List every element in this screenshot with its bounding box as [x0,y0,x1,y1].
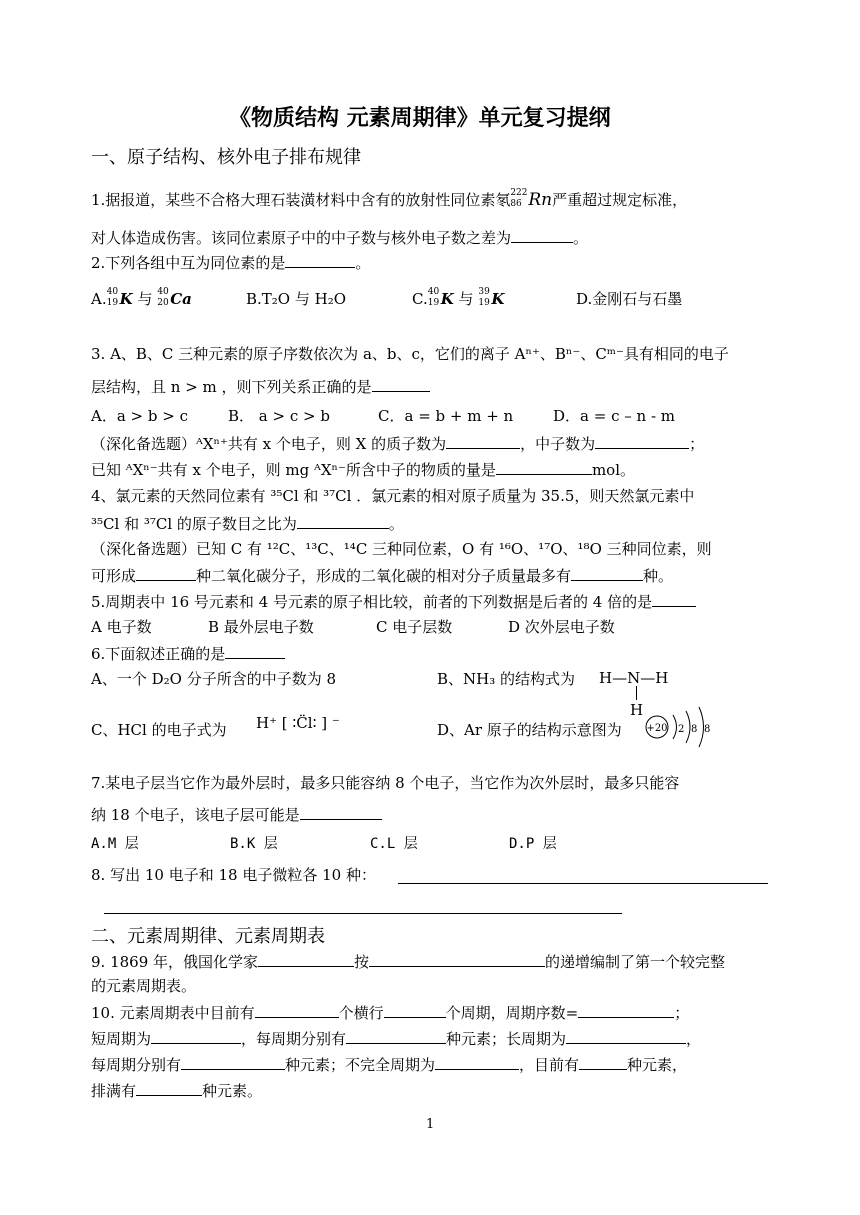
shell-arc-1 [673,715,677,739]
question-4-extension-line2: 可形成 种二氧化碳分子，形成的二氧化碳的相对分子质量最多有 种。 [91,567,674,585]
hcl-electron-formula: H⁺ [ ∶C̈l∶ ] ⁻ [256,714,340,732]
answer-blank[interactable] [578,1003,674,1018]
question-3-line1: 3. A、B、C 三种元素的原子序数依次为 a、b、c，它们的离子 Aⁿ⁺、Bⁿ⁻、Cᵐ⁻具有相同的电子 [91,345,729,363]
ar-atom-structure-diagram [644,705,714,749]
question-1-line2: 对人体造成伤害。该同位素原子中的中子数与核外电子数之差为 。 [91,229,589,247]
question-10-line3: 每周期分别有 种元素；不完全周期为 ，目前有 种元素， [91,1056,688,1074]
answer-blank[interactable] [496,460,592,475]
shell-electrons-2: 8 [691,724,698,735]
answer-blank[interactable] [255,1003,339,1018]
question-7-line2: 纳 18 个电子，该电子层可能是 [91,805,382,825]
answer-blank[interactable] [372,377,430,392]
nh3-vertical-bond [636,686,637,700]
shell-arc-3 [699,707,704,747]
nh3-structural-formula: H—N—H [599,669,669,687]
question-7-option-d: D.P 层 [509,836,557,852]
answer-blank[interactable] [435,1055,519,1070]
answer-blank[interactable] [181,1055,285,1070]
question-6-option-a: A、一个 D₂O 分子所含的中子数为 8 [91,670,337,688]
question-5-option-b: B 最外层电子数 [208,618,314,636]
question-2-option-d: D.金刚石与石墨 [576,290,683,308]
answer-blank[interactable] [384,1003,446,1018]
answer-blank[interactable] [566,1029,686,1044]
question-1-line1: 1.据报道，某些不合格大理石装潢材料中含有的放射性同位素氡 222 86 Rn严重超过规定标准， [91,188,688,210]
answer-blank[interactable] [136,566,196,581]
question-7-option-b: B.K 层 [230,836,278,852]
question-6-option-d: D、Ar 原子的结构示意图为 [437,721,622,739]
question-5-option-d: D 次外层电子数 [508,618,615,636]
answer-blank[interactable] [652,592,696,607]
answer-line-1[interactable] [398,883,768,884]
question-9-line2: 的元素周期表。 [91,977,197,995]
answer-line-2[interactable] [104,913,622,914]
answer-blank[interactable] [151,1029,241,1044]
question-2-option-c: C. 40 19 K 与 39 19 K [412,287,505,308]
question-5-option-a: A 电子数 [91,618,152,636]
question-3-extension-line2: 已知 ᴬXⁿ⁻共有 x 个电子，则 mg ᴬXⁿ⁻所含中子的物质的量是 mol。 [91,461,635,479]
ar-nucleus-label: +20 [646,723,668,734]
section-heading-2: 二、元素周期律、元素周期表 [91,926,325,947]
page-number: 1 [426,1117,435,1132]
answer-blank[interactable] [595,434,689,449]
question-4-line2: ³⁵Cl 和 ³⁷Cl 的原子数目之比为 。 [91,515,404,533]
section-heading-1: 一、原子结构、核外电子排布规律 [91,147,361,168]
answer-blank[interactable] [579,1055,627,1070]
question-2-option-a: A. 40 19 K 与 40 20 Ca [91,287,192,308]
question-3-extension-line1: （深化备选题）ᴬXⁿ⁺共有 x 个电子，则 X 的质子数为 ，中子数为 ； [91,435,705,453]
shell-arc-2 [686,711,690,743]
answer-blank[interactable] [225,644,285,659]
question-3-option-a: A．a > b > c [91,407,188,425]
answer-blank[interactable] [136,1081,202,1096]
answer-blank[interactable] [285,253,355,268]
question-4-line1: 4、氯元素的天然同位素有 ³⁵Cl 和 ³⁷Cl ．氯元素的相对原子质量为 35.5，则天然氯元素中 [91,487,695,505]
answer-blank[interactable] [346,1029,446,1044]
question-7-line1: 7.某电子层当它作为最外层时，最多只能容纳 8 个电子，当它作为次外层时，最多只能容 [91,774,680,792]
rn-isotope-notation: 222 86 [510,188,528,209]
page-title: 《物质结构 元素周期律》单元复习提纲 [229,106,611,131]
question-9-line1: 9. 1869 年，俄国化学家 按 的递增编制了第一个较完整 [91,953,726,971]
answer-blank[interactable] [446,434,520,449]
answer-blank[interactable] [297,514,389,529]
shell-electrons-1: 2 [678,724,685,735]
question-6-stem: 6.下面叙述正确的是 [91,644,285,664]
question-3-line2: 层结构，且 n > m ，则下列关系正确的是 [91,377,430,397]
answer-blank[interactable] [571,566,643,581]
question-7-option-a: A.M 层 [91,836,139,852]
question-5-option-c: C 电子层数 [376,618,453,636]
answer-blank[interactable] [258,952,354,967]
question-6-option-b: B、NH₃ 的结构式为 [437,670,576,688]
question-3-option-b: B． a > c > b [228,407,330,425]
question-6-option-c: C、HCl 的电子式为 [91,721,227,739]
question-10-line2: 短周期为 ，每周期分别有 种元素；长周期为 ， [91,1030,702,1048]
question-10-line4: 排满有 种元素。 [91,1082,263,1100]
nh3-lower-hydrogen: H [630,701,644,719]
question-3-option-d: D．a = c – n - m [553,407,675,425]
shell-electrons-3: 8 [704,724,711,735]
question-8-stem: 8. 写出 10 电子和 18 电子微粒各 10 种： [91,866,376,884]
answer-blank[interactable] [300,805,382,820]
question-3-option-c: C．a = b + m + n [378,407,514,425]
answer-blank[interactable] [511,228,573,243]
question-10-line1: 10. 元素周期表中目前有 个横行 个周期，周期序数= ； [91,1004,690,1022]
question-2-stem: 2.下列各组中互为同位素的是 。 [91,254,371,272]
question-5-stem: 5.周期表中 16 号元素和 4 号元素的原子相比较，前者的下列数据是后者的 4 倍的是 [91,592,696,612]
question-4-extension-line1: （深化备选题）已知 C 有 ¹²C、¹³C、¹⁴C 三种同位素，O 有 ¹⁶O、¹⁷O、¹⁸O 三种同位素，则 [91,540,712,558]
question-7-option-c: C.L 层 [370,836,418,852]
answer-blank[interactable] [369,952,545,967]
question-2-option-b: B.T₂O 与 H₂O [246,290,347,308]
